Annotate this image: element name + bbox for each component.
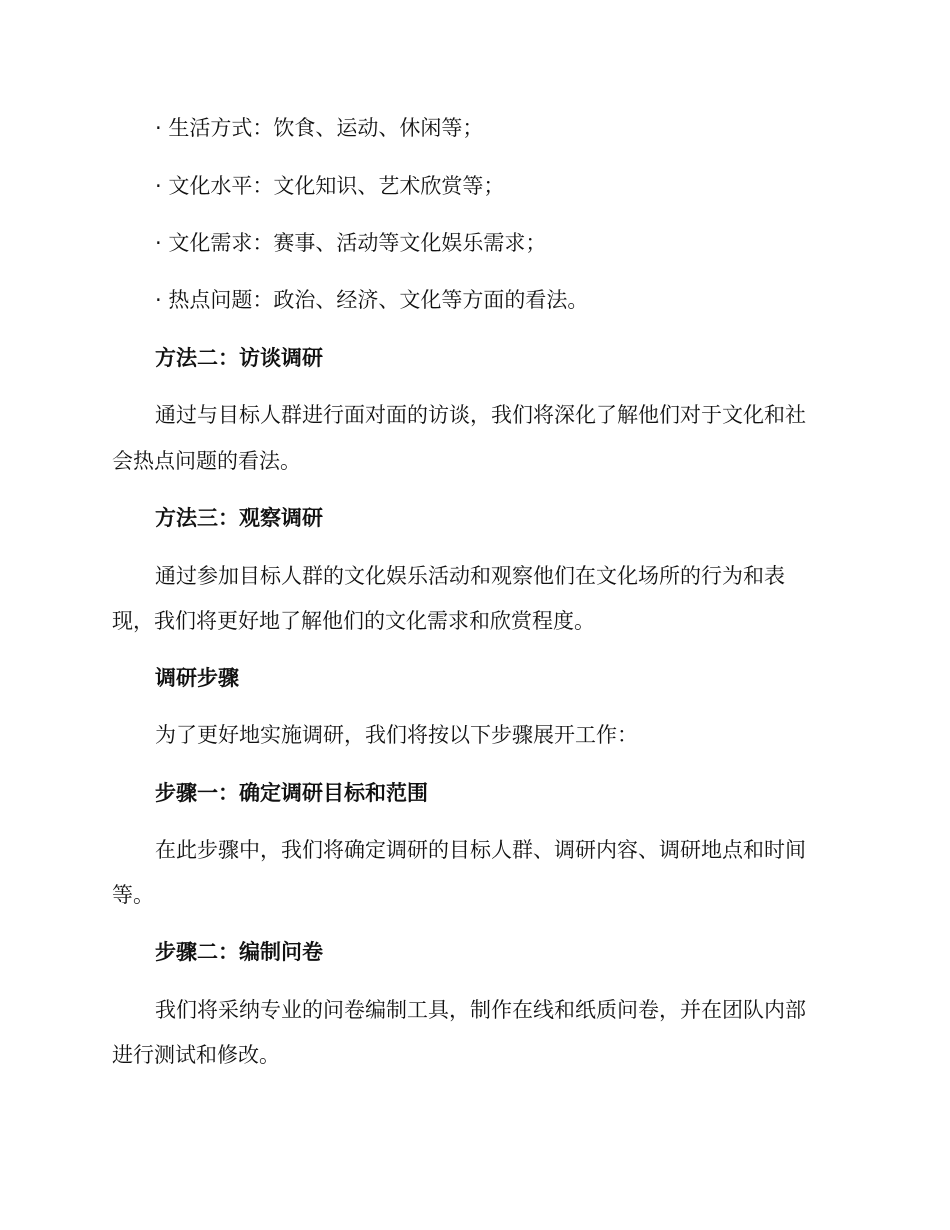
bullet-hot-topics: · 热点问题：政治、经济、文化等方面的看法。 (155, 288, 589, 312)
method3-paragraph-line2: 现，我们将更好地了解他们的文化需求和欣赏程度。 (112, 609, 595, 633)
step2-paragraph-line1: 我们将采纳专业的问卷编制工具，制作在线和纸质问卷，并在团队内部 (155, 998, 806, 1022)
bullet-culture-needs: · 文化需求：赛事、活动等文化娱乐需求； (155, 231, 547, 255)
bullet-culture-level: · 文化水平：文化知识、艺术欣赏等； (155, 174, 505, 198)
step1-paragraph-line2: 等。 (112, 883, 154, 907)
step1-paragraph-line1: 在此步骤中，我们将确定调研的目标人群、调研内容、调研地点和时间 (155, 838, 806, 862)
method2-heading: 方法二：访谈调研 (155, 346, 323, 370)
step2-paragraph-line2: 进行测试和修改。 (112, 1043, 280, 1067)
steps-intro: 为了更好地实施调研，我们将按以下步骤展开工作： (155, 723, 638, 747)
steps-heading: 调研步骤 (155, 666, 239, 690)
step2-heading: 步骤二：编制问卷 (155, 940, 323, 964)
step1-heading: 步骤一：确定调研目标和范围 (155, 781, 428, 805)
method3-heading: 方法三：观察调研 (155, 506, 323, 530)
method3-paragraph-line1: 通过参加目标人群的文化娱乐活动和观察他们在文化场所的行为和表 (155, 564, 785, 588)
method2-paragraph-line2: 会热点问题的看法。 (112, 449, 301, 473)
bullet-lifestyle: · 生活方式：饮食、运动、休闲等； (155, 116, 484, 140)
method2-paragraph-line1: 通过与目标人群进行面对面的访谈，我们将深化了解他们对于文化和社 (155, 403, 806, 427)
